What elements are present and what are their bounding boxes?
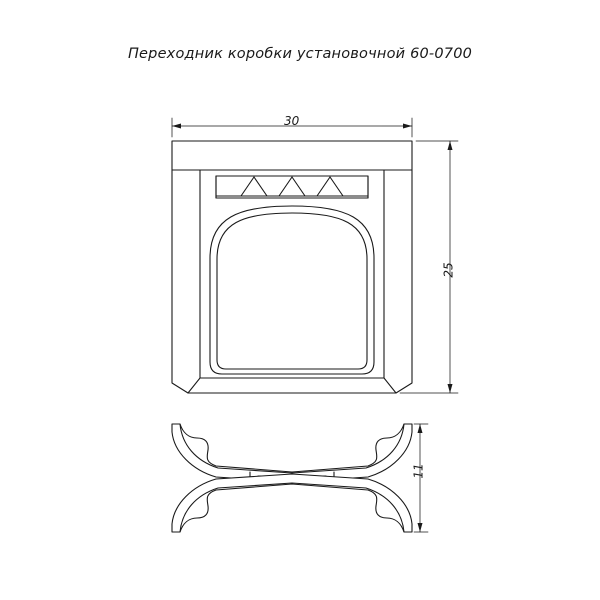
dim-arrow-top-11 <box>418 424 423 433</box>
dimension-label-depth: 11 <box>411 463 426 479</box>
page-title: Переходник коробки установочной 60-0700 <box>127 46 473 62</box>
dim-arrow-right-30 <box>403 124 412 129</box>
dimension-label-height: 25 <box>441 262 456 278</box>
dim-arrow-bottom-25 <box>448 384 453 393</box>
dim-arrow-left-30 <box>172 124 181 129</box>
front-view <box>172 141 412 393</box>
dim-arrow-bottom-11 <box>418 523 423 532</box>
front-aperture-inner <box>217 213 367 369</box>
dimension-label-width: 30 <box>284 114 300 128</box>
dim-arrow-top-25 <box>448 141 453 150</box>
side-view <box>172 424 412 532</box>
